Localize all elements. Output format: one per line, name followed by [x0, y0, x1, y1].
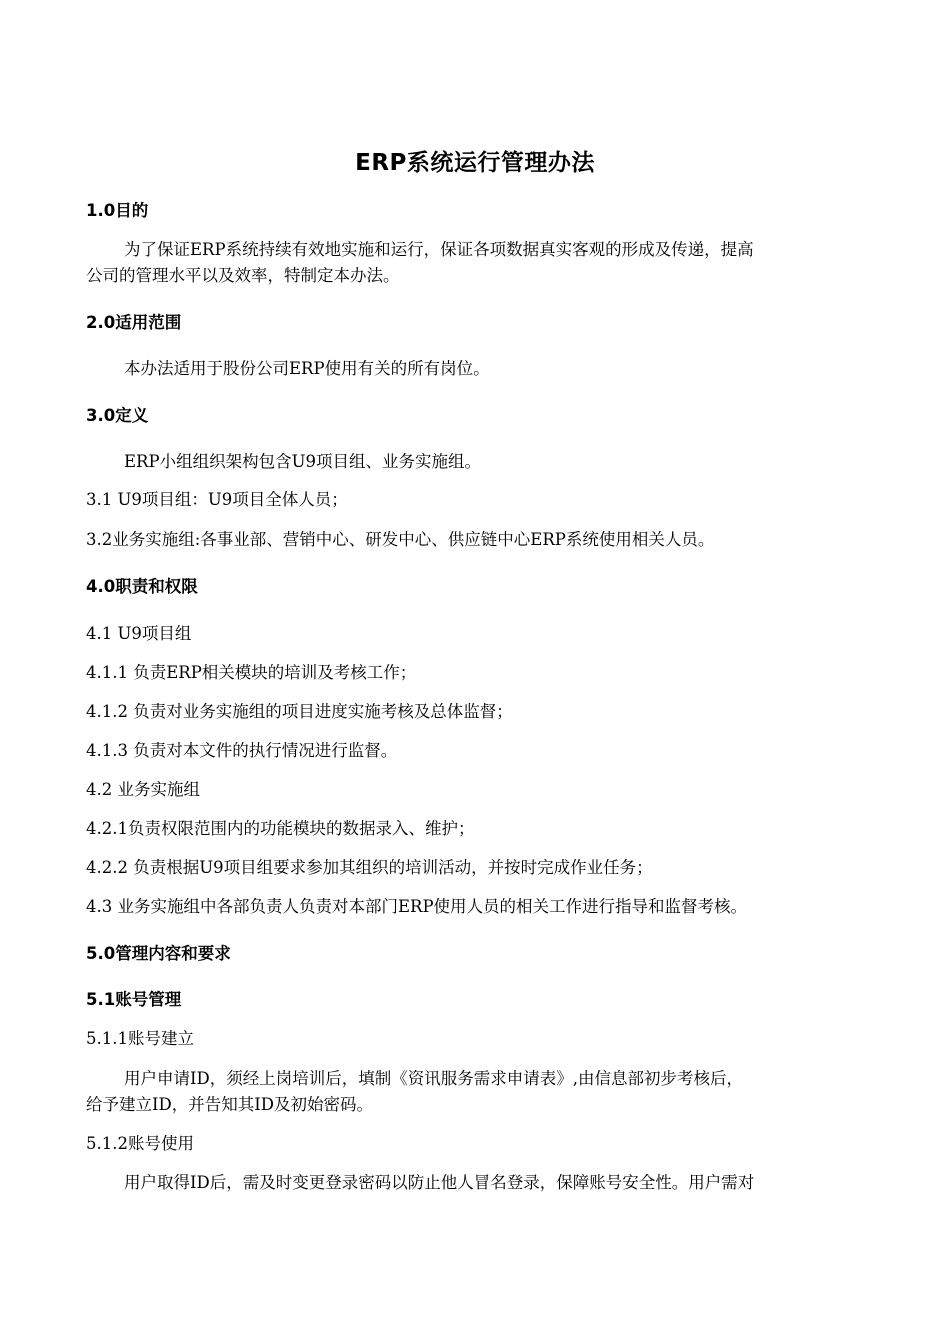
paragraph-account-creation-line-2: 给予建立ID，并告知其ID及初始密码。 [86, 1095, 373, 1114]
document-title: ERP系统运行管理办法 [355, 150, 595, 176]
resp-item-4-1: 4.1 U9项目组 [86, 624, 192, 643]
account-item-creation: 5.1.1账号建立 [86, 1029, 194, 1048]
resp-item-4-2-1: 4.2.1负责权限范围内的功能模块的数据录入、维护； [86, 819, 475, 838]
section-heading-management: 5.0管理内容和要求 [86, 944, 231, 963]
subsection-heading-account: 5.1账号管理 [86, 990, 182, 1009]
section-heading-responsibilities: 4.0职责和权限 [86, 577, 198, 596]
section-heading-purpose: 1.0目的 [86, 201, 149, 220]
paragraph-purpose-line-2: 公司的管理水平以及效率，特制定本办法。 [86, 266, 400, 285]
resp-item-4-2: 4.2 业务实施组 [86, 780, 200, 799]
paragraph-definition: ERP小组组织架构包含U9项目组、业务实施组。 [124, 452, 481, 471]
account-item-usage: 5.1.2账号使用 [86, 1134, 194, 1153]
paragraph-account-creation-line-1: 用户申请ID，须经上岗培训后，填制《资讯服务需求申请表》,由信息部初步考核后， [124, 1069, 743, 1088]
definition-item-u9: 3.1 U9项目组：U9项目全体人员； [86, 490, 348, 509]
paragraph-account-usage-line-1: 用户取得ID后，需及时变更登录密码以防止他人冒名登录，保障账号安全性。用户需对 [124, 1173, 755, 1192]
paragraph-scope: 本办法适用于股份公司ERP使用有关的所有岗位。 [124, 359, 490, 378]
resp-item-4-2-2: 4.2.2 负责根据U9项目组要求参加其组织的培训活动，并按时完成作业任务； [86, 858, 653, 877]
resp-item-4-1-2: 4.1.2 负责对业务实施组的项目进度实施考核及总体监督； [86, 702, 513, 721]
resp-item-4-3: 4.3 业务实施组中各部负责人负责对本部门ERP使用人员的相关工作进行指导和监督考核。 [86, 897, 748, 916]
paragraph-purpose-line-1: 为了保证ERP系统持续有效地实施和运行，保证各项数据真实客观的形成及传递，提高 [124, 240, 754, 259]
resp-item-4-1-1: 4.1.1 负责ERP相关模块的培训及考核工作； [86, 663, 417, 682]
definition-item-business: 3.2业务实施组:各事业部、营销中心、研发中心、供应链中心ERP系统使用相关人员。 [86, 530, 715, 549]
resp-item-4-1-3: 4.1.3 负责对本文件的执行情况进行监督。 [86, 741, 398, 760]
section-heading-scope: 2.0适用范围 [86, 313, 182, 332]
section-heading-definition: 3.0定义 [86, 406, 149, 425]
